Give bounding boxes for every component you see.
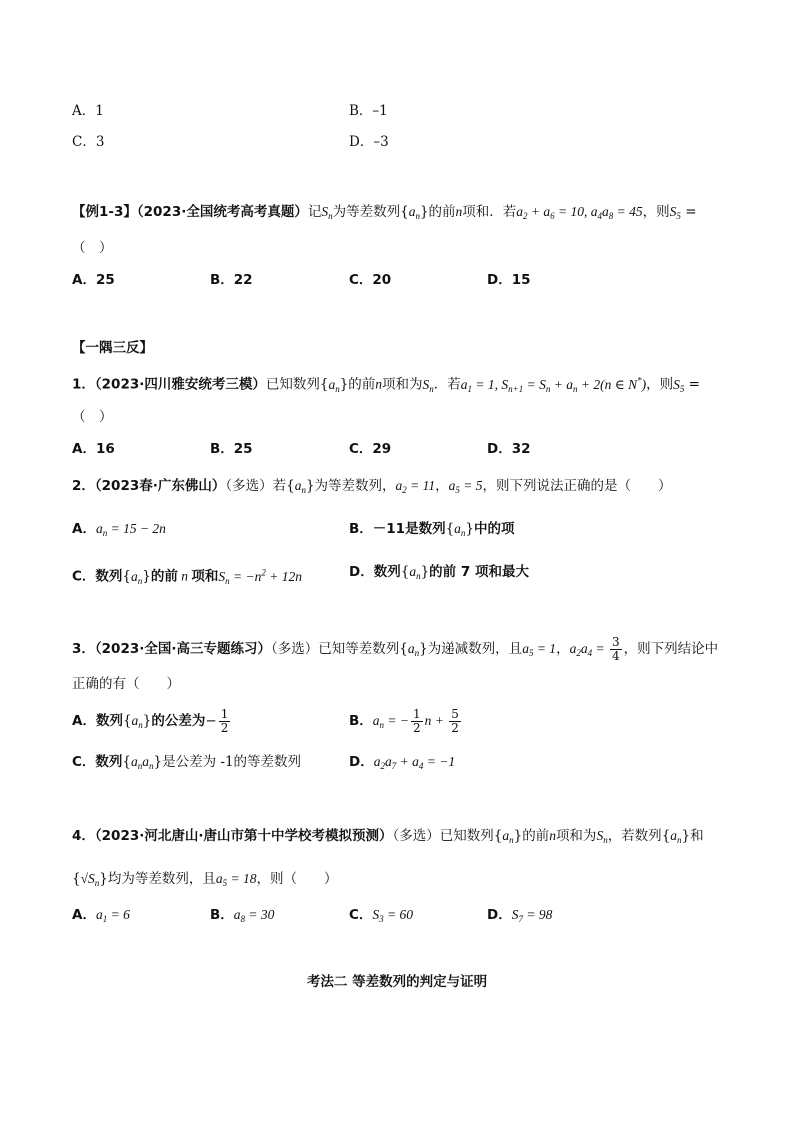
example-1-3-option-b: B．22 — [210, 272, 253, 288]
example-1-3-stem: 【例1-3】（2023·全国统考高考真题）记$S_n$为等差数列$\{a_n\}$的前n项和．若$a_2 + a_6 = 10$, $a_4a_8 = 45$，则$S_5$ = — [72, 204, 697, 221]
q4-option-a: A．$a_1 = 6$ — [72, 907, 130, 924]
example-1-3-paren: （ ） — [72, 240, 113, 256]
q4-option-b: B．$a_8 = 30$ — [210, 907, 275, 924]
q1-paren: （ ） — [72, 409, 113, 425]
q2-option-d: D．数列$\{a_n\}$的前 7 项和最大 — [349, 564, 529, 581]
q4-option-d: D．$S_7 = 98$ — [487, 907, 553, 924]
section-footer-title: 考法二 等差数列的判定与证明 — [306, 974, 488, 990]
option-d: D．–3 — [349, 134, 389, 150]
q2-stem: 2．（2023春·广东佛山）（多选）若$\{a_n\}$为等差数列，$a_2 = 11$，$a_5 = 5$，则下列说法正确的是（ ） — [72, 478, 672, 495]
q4-option-c: C．$S_3 = 60$ — [349, 907, 414, 924]
section-title: 【一隅三反】 — [72, 340, 153, 356]
q2-option-a: A．$a_n = 15 - 2n$ — [72, 521, 166, 538]
option-a: A．1 — [72, 103, 104, 119]
q1-stem: 1．（2023·四川雅安统考三模）已知数列$\{a_n\}$的前n项和为$S_n$．若$a_1 = 1$, $S_{n+1} = S_n + a_n + 2(n$ ∈ N*)，则$S_5$ = — [72, 375, 700, 394]
q3-option-a: A．数列$\{a_n\}$的公差为− $\frac{1}{2}$ — [72, 707, 229, 735]
q1-option-c: C．29 — [349, 441, 392, 457]
q4-stem-line2: $\{√S_n\}$均为等差数列，且$a_5 = 18$，则（ ） — [72, 871, 338, 888]
q3-option-b: B．$a_n$ = − $\frac{1}{2}$ n + $\frac{5}{2}$ — [349, 707, 459, 735]
q2-option-b: B．－11是数列$\{a_n\}$中的项 — [349, 521, 515, 538]
q1-option-b: B．25 — [210, 441, 253, 457]
q4-stem: 4．（2023·河北唐山·唐山市第十中学校考模拟预测）（多选）已知数列$\{a_n\}$的前n项和为$S_n$，若数列$\{a_n\}$和 — [72, 828, 704, 845]
option-b: B．–1 — [349, 103, 388, 119]
q1-option-d: D．32 — [487, 441, 531, 457]
q3-option-c: C．数列$\{a_na_n\}$是公差为 -1的等差数列 — [72, 754, 302, 771]
q1-option-a: A．16 — [72, 441, 115, 457]
q3-option-d: D．$a_2a_7 + a_4 = -1$ — [349, 754, 456, 771]
option-c: C．3 — [72, 134, 105, 150]
q2-option-c: C．数列$\{a_n\}$的前 n 项和$S_n = -n^2 + 12n$ — [72, 567, 302, 586]
example-1-3-option-c: C．20 — [349, 272, 392, 288]
example-1-3-option-a: A．25 — [72, 272, 115, 288]
q3-stem: 3．（2023·全国·高三专题练习）（多选）已知等差数列$\{a_n\}$为递减数列，且$a_5 = 1$，$a_2a_4$ = $\frac{3}{4}$ ，则下列结论中 — [72, 635, 719, 663]
example-1-3-option-d: D．15 — [487, 272, 531, 288]
q3-stem-line2: 正确的有（ ） — [72, 676, 180, 692]
